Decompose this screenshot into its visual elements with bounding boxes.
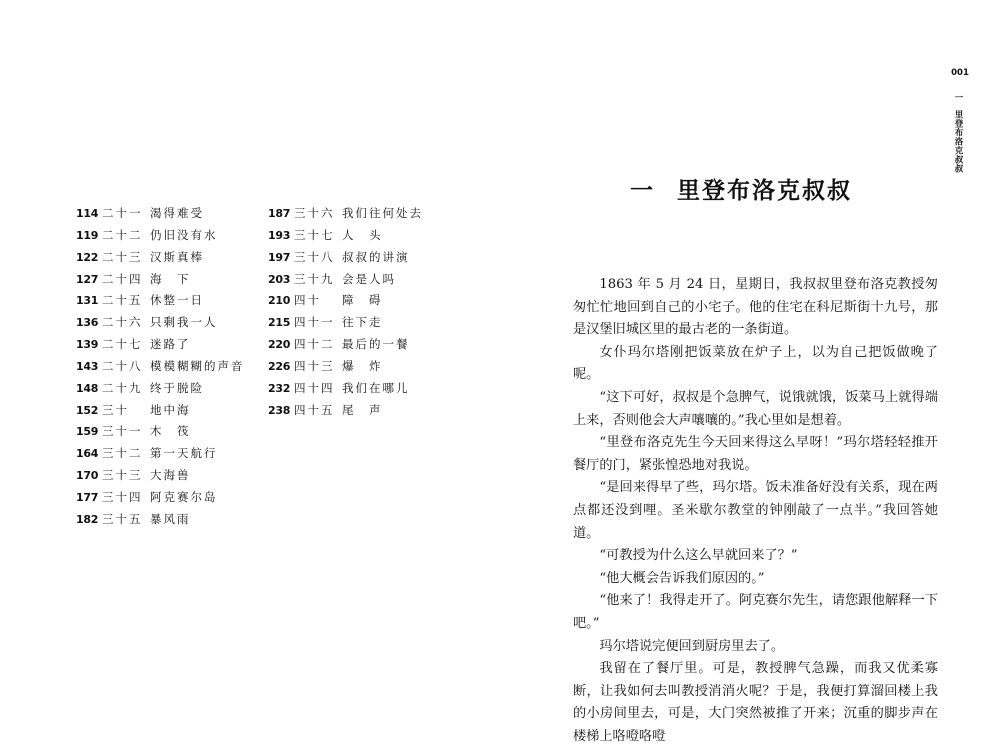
- toc-chapter-title: 迷路了: [150, 337, 191, 352]
- toc-page-number: 119: [76, 228, 99, 242]
- toc-chapter-title: 大海兽: [150, 468, 191, 483]
- toc-chapter-number: 二十八: [102, 358, 143, 373]
- toc-entry: [268, 378, 423, 400]
- toc-entry: [76, 356, 245, 378]
- toc-page-number: 215: [268, 316, 291, 330]
- toc-chapter-number: 二十五: [102, 293, 143, 308]
- toc-chapter-title: 阿克赛尔岛: [150, 489, 218, 504]
- toc-chapter-number: 三十八: [294, 249, 335, 264]
- toc-chapter-number: 三十七: [294, 227, 335, 242]
- toc-chapter-title: 叔叔的讲演: [342, 249, 410, 264]
- toc-entry: [268, 269, 423, 291]
- toc-entry: [76, 378, 245, 400]
- toc-entry: [76, 269, 245, 291]
- toc-page-number: 164: [76, 447, 99, 461]
- body-paragraph: 玛尔塔说完便回到厨房里去了。: [599, 638, 785, 654]
- toc-entry: [76, 290, 245, 312]
- toc-chapter-title: 最后的一餐: [342, 337, 410, 352]
- toc-entry: [76, 400, 245, 422]
- toc-page-number: 187: [268, 207, 291, 220]
- toc-page-number: 193: [268, 228, 291, 242]
- body-paragraph: “他来了！我得走开了。阿克赛尔先生，请您跟他解释一下吧。”: [573, 593, 938, 631]
- toc-entry: [76, 443, 245, 465]
- toc-chapter-title: 往下走: [342, 315, 383, 330]
- toc-entry: [268, 400, 423, 422]
- toc-chapter-number: 四十五: [294, 402, 335, 417]
- toc-entry: [76, 225, 245, 247]
- toc-page-number: 152: [76, 403, 99, 417]
- toc-page-number: 159: [76, 425, 99, 439]
- toc-entry: [76, 465, 245, 487]
- body-paragraph: “可教授为什么这么早就回来了？”: [599, 548, 798, 564]
- toc-entry: [268, 356, 423, 378]
- toc-page-number: 114: [76, 207, 99, 220]
- toc-entry: [76, 421, 245, 443]
- toc-chapter-number: 三十六: [294, 206, 335, 220]
- toc-chapter-number: 二十六: [102, 315, 143, 330]
- chapter-title: 里登布洛克叔叔: [677, 178, 852, 204]
- toc-entry: [76, 509, 245, 531]
- toc-chapter-number: 二十一: [102, 206, 143, 220]
- toc-page-number: 127: [76, 272, 99, 286]
- toc-chapter-title: 我们往何处去: [342, 206, 423, 220]
- toc-page-number: 139: [76, 338, 99, 352]
- toc-chapter-number: 三十五: [102, 511, 143, 526]
- toc-page-number: 182: [76, 512, 99, 526]
- toc-page-number: 210: [268, 294, 291, 308]
- toc-chapter-title: 爆 炸: [342, 358, 383, 373]
- toc-chapter-title: 汉斯真棒: [150, 249, 204, 264]
- toc-page-number: 226: [268, 359, 291, 373]
- toc-entry: [268, 225, 423, 247]
- body-paragraph: “这下可好，叔叔是个急脾气，说饿就饿，饭菜马上就得端上来，否则他会大声嚷嚷的。”我心里如是想着。: [573, 389, 938, 428]
- toc-right-column: [268, 203, 423, 421]
- toc-chapter-number: 二十三: [102, 249, 143, 264]
- toc-page-number: 136: [76, 316, 99, 330]
- toc-chapter-title: 会是人吗: [342, 271, 396, 286]
- toc-chapter-title: 障 碍: [342, 293, 383, 308]
- toc-chapter-number: 三十三: [102, 468, 143, 483]
- running-head-number: 一: [953, 93, 963, 102]
- toc-chapter-title: 人 头: [342, 227, 383, 242]
- toc-chapter-title: 第一天航行: [150, 446, 218, 461]
- toc-left-column: [76, 203, 245, 531]
- toc-chapter-title: 休整一日: [150, 293, 204, 308]
- toc-chapter-number: 二十四: [102, 271, 143, 286]
- toc-chapter-number: 二十九: [102, 380, 143, 395]
- toc-entry: [268, 312, 423, 334]
- toc-entry: [76, 203, 245, 225]
- toc-chapter-number: 四十四: [294, 380, 335, 395]
- toc-chapter-number: 四十三: [294, 358, 335, 373]
- toc-entry: [268, 247, 423, 269]
- toc-entry: [76, 487, 245, 509]
- toc-entry: [268, 290, 423, 312]
- toc-page-number: 197: [268, 250, 291, 264]
- toc-chapter-title: 暴风雨: [150, 511, 191, 526]
- toc-chapter-title: 仍旧没有水: [150, 227, 218, 242]
- page-number: 001: [951, 68, 969, 78]
- toc-chapter-number: 二十二: [102, 227, 143, 242]
- toc-chapter-number: 三十二: [102, 446, 143, 461]
- toc-page-number: 203: [268, 272, 291, 286]
- toc-entry: [76, 312, 245, 334]
- toc-chapter-title: 我们在哪儿: [342, 380, 410, 395]
- toc-chapter-number: 四十一: [294, 315, 335, 330]
- chapter-number: 一: [630, 178, 655, 204]
- body-paragraph: 1863 年 5 月 24 日，星期日，我叔叔里登布洛克教授匆匆忙忙地回到自己的小宅子。他的住宅在科尼斯街十九号，那是汉堡旧城区里的最古老的一条街道。: [573, 277, 938, 338]
- toc-chapter-number: 三十: [102, 402, 129, 417]
- toc-entry: [268, 334, 423, 356]
- toc-page-number: 143: [76, 359, 99, 373]
- chapter-heading: [630, 172, 852, 205]
- body-paragraph: 女仆玛尔塔刚把饭菜放在炉子上，以为自己把饭做晚了呢。: [573, 344, 938, 383]
- toc-entry: [268, 203, 423, 225]
- toc-page-number: 177: [76, 490, 99, 504]
- toc-chapter-number: 四十: [294, 293, 321, 308]
- body-paragraph: “他大概会告诉我们原因的。”: [599, 570, 765, 586]
- toc-entry: [76, 247, 245, 269]
- toc-chapter-title: 木 筏: [150, 424, 191, 439]
- toc-chapter-number: 三十一: [102, 424, 143, 439]
- toc-page-number: 170: [76, 469, 99, 483]
- toc-chapter-title: 尾 声: [342, 402, 383, 417]
- toc-chapter-number: 二十七: [102, 337, 143, 352]
- toc-chapter-number: 三十九: [294, 271, 335, 286]
- toc-page-number: 220: [268, 338, 291, 352]
- toc-page-number: 148: [76, 381, 99, 395]
- toc-page-number: 232: [268, 381, 291, 395]
- toc-entry: [76, 334, 245, 356]
- toc-chapter-title: 海 下: [150, 271, 191, 286]
- toc-chapter-title: 渴得难受: [150, 206, 204, 220]
- toc-page-number: 122: [76, 250, 99, 264]
- toc-chapter-number: 三十四: [102, 489, 143, 504]
- body-paragraph: “是回来得早了些，玛尔塔。饭未准备好没有关系，现在两点都还没到哩。圣米歇尔教堂的钟刚敲了一点半。”我回答她道。: [573, 480, 938, 541]
- body-paragraph: “里登布洛克先生今天回来得这么早呀！”玛尔塔轻轻推开餐厅的门，紧张惶恐地对我说。: [573, 435, 938, 473]
- running-head: [952, 93, 964, 173]
- toc-page-number: 131: [76, 294, 99, 308]
- body-paragraph: 我留在了餐厅里。可是，教授脾气急躁，而我又优柔寡断，让我如何去叫教授消消火呢？于是，我便打算溜回楼上我的小房间里去，可是，大门突然被推了开来；沉重的脚步声在楼梯上咯噔咯噔: [573, 661, 938, 744]
- toc-page-number: 238: [268, 403, 291, 417]
- toc-chapter-number: 四十二: [294, 337, 335, 352]
- toc-chapter-title: 模模糊糊的声音: [150, 358, 245, 373]
- running-head-title: 里登布洛克叔叔: [953, 110, 963, 173]
- toc-chapter-title: 地中海: [150, 402, 191, 417]
- toc-chapter-title: 终于脱险: [150, 380, 204, 395]
- toc-chapter-title: 只剩我一人: [150, 315, 218, 330]
- chapter-body: [573, 274, 938, 748]
